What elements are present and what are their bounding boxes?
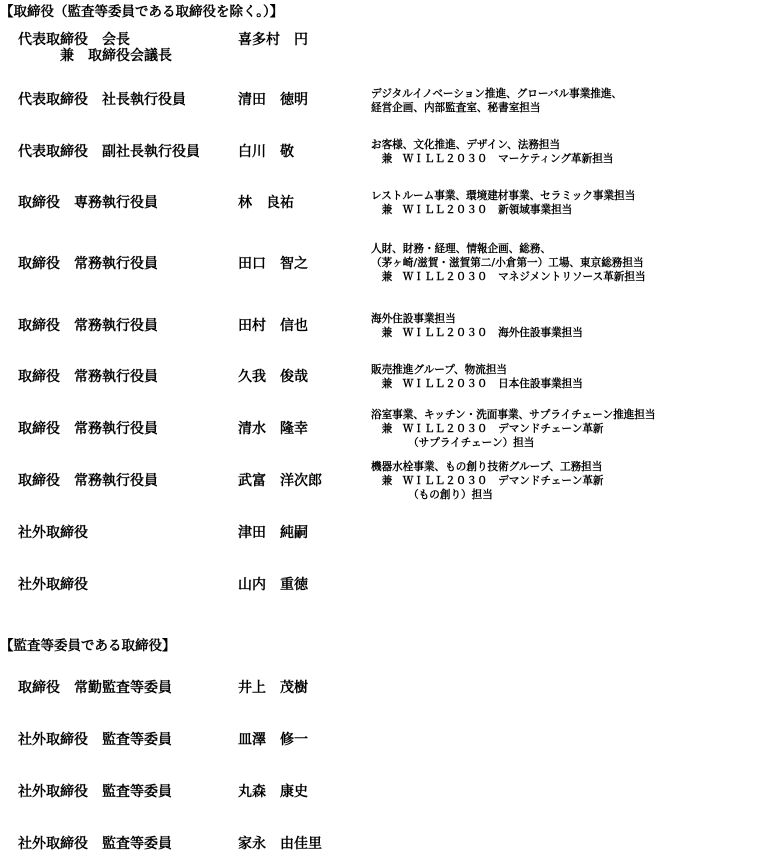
duty-line: 兼 ＷＩＬＬ２０３０ 海外住設事業担当 [371, 327, 583, 339]
member-role [18, 92, 186, 108]
duty-line: デジタルイノベーション推進、グローバル事業推進、 [371, 88, 623, 100]
duty-line: 海外住設事業担当 [371, 313, 456, 325]
duty-line: 兼 ＷＩＬＬ２０３０ 日本住設事業担当 [371, 378, 583, 390]
duty-line: 兼 ＷＩＬＬ２０３０ マーケティング革新担当 [371, 153, 614, 165]
member-role [18, 195, 158, 211]
duty-line: お客様、文化推進、デザイン、法務担当 [371, 139, 561, 151]
section-heading-directors: 【取締役（監査等委員である取締役を除く。）】 [0, 4, 284, 20]
member-role [18, 784, 172, 800]
role-line: 社外取締役 [18, 525, 88, 541]
member-duties [371, 408, 655, 450]
member-duties [371, 242, 646, 284]
duty-line: （もの創り）担当 [371, 489, 493, 501]
member-name: 清水 隆幸 [238, 421, 308, 437]
duty-line: 兼 ＷＩＬＬ２０３０ マネジメントリソース革新担当 [371, 271, 646, 283]
member-role [18, 32, 172, 64]
role-line: 取締役 専務執行役員 [18, 195, 158, 211]
member-role [18, 680, 172, 696]
role-line: 代表取締役 社長執行役員 [18, 92, 186, 108]
member-name: 山内 重徳 [238, 577, 308, 593]
duty-line: （サプライチェーン）担当 [371, 437, 535, 449]
duty-line: 販売推進グループ、物流担当 [371, 364, 508, 376]
role-line: 兼 取締役会議長 [18, 48, 172, 64]
member-name: 家永 由佳里 [238, 836, 322, 852]
member-name: 津田 純嗣 [238, 525, 308, 541]
member-name: 武富 洋次郎 [238, 473, 322, 489]
duty-line: 機器水栓事業、もの創り技術グループ、工務担当 [371, 461, 603, 473]
member-duties [371, 312, 583, 340]
role-line: 社外取締役 監査等委員 [18, 784, 172, 800]
member-duties [371, 189, 635, 217]
member-name: 田口 智之 [238, 256, 308, 272]
member-role [18, 577, 88, 593]
member-name: 喜多村 円 [238, 32, 308, 48]
role-line: 代表取締役 会長 [18, 32, 130, 48]
role-line: 取締役 常務執行役員 [18, 473, 158, 489]
role-line: 取締役 常務執行役員 [18, 369, 158, 385]
member-role [18, 836, 172, 852]
duty-line: 浴室事業、キッチン・洗面事業、サプライチェーン推進担当 [371, 409, 656, 421]
member-role [18, 421, 158, 437]
duty-line: 兼 ＷＩＬＬ２０３０ 新領域事業担当 [371, 204, 573, 216]
member-name: 白川 敬 [238, 144, 294, 160]
member-name: 井上 茂樹 [238, 680, 308, 696]
section-heading-audit-committee: 【監査等委員である取締役】 [0, 638, 176, 654]
member-duties [371, 87, 622, 115]
role-line: 取締役 常務執行役員 [18, 256, 158, 272]
member-duties [371, 138, 613, 166]
duty-line: レストルーム事業、環境建材事業、セラミック事業担当 [371, 190, 636, 202]
duty-line: 経営企画、内部監査室、秘書室担当 [371, 102, 541, 114]
member-role [18, 318, 158, 334]
role-line: 社外取締役 [18, 577, 88, 593]
member-name: 林 良祐 [238, 195, 294, 211]
member-role [18, 473, 158, 489]
role-line: 取締役 常勤監査等委員 [18, 680, 172, 696]
role-line: 社外取締役 監査等委員 [18, 732, 172, 748]
member-role [18, 369, 158, 385]
member-role [18, 732, 172, 748]
member-name: 久我 俊哉 [238, 369, 308, 385]
duty-line: （茅ヶ崎/滋賀・滋賀第二/小倉第一）工場、東京総務担当 [371, 257, 644, 269]
member-role [18, 144, 200, 160]
member-name: 丸森 康史 [238, 784, 308, 800]
member-name: 田村 信也 [238, 318, 308, 334]
member-role [18, 525, 88, 541]
duty-line: 人財、財務・経理、情報企画、総務、 [371, 243, 552, 255]
role-line: 取締役 常務執行役員 [18, 421, 158, 437]
member-duties [371, 363, 583, 391]
role-line: 代表取締役 副社長執行役員 [18, 144, 200, 160]
duty-line: 兼 ＷＩＬＬ２０３０ デマンドチェーン革新 [371, 423, 604, 435]
duty-line: 兼 ＷＩＬＬ２０３０ デマンドチェーン革新 [371, 475, 604, 487]
member-name: 清田 徳明 [238, 92, 308, 108]
member-role [18, 256, 158, 272]
role-line: 取締役 常務執行役員 [18, 318, 158, 334]
member-duties [371, 460, 604, 502]
role-line: 社外取締役 監査等委員 [18, 836, 172, 852]
member-name: 皿澤 修一 [238, 732, 308, 748]
